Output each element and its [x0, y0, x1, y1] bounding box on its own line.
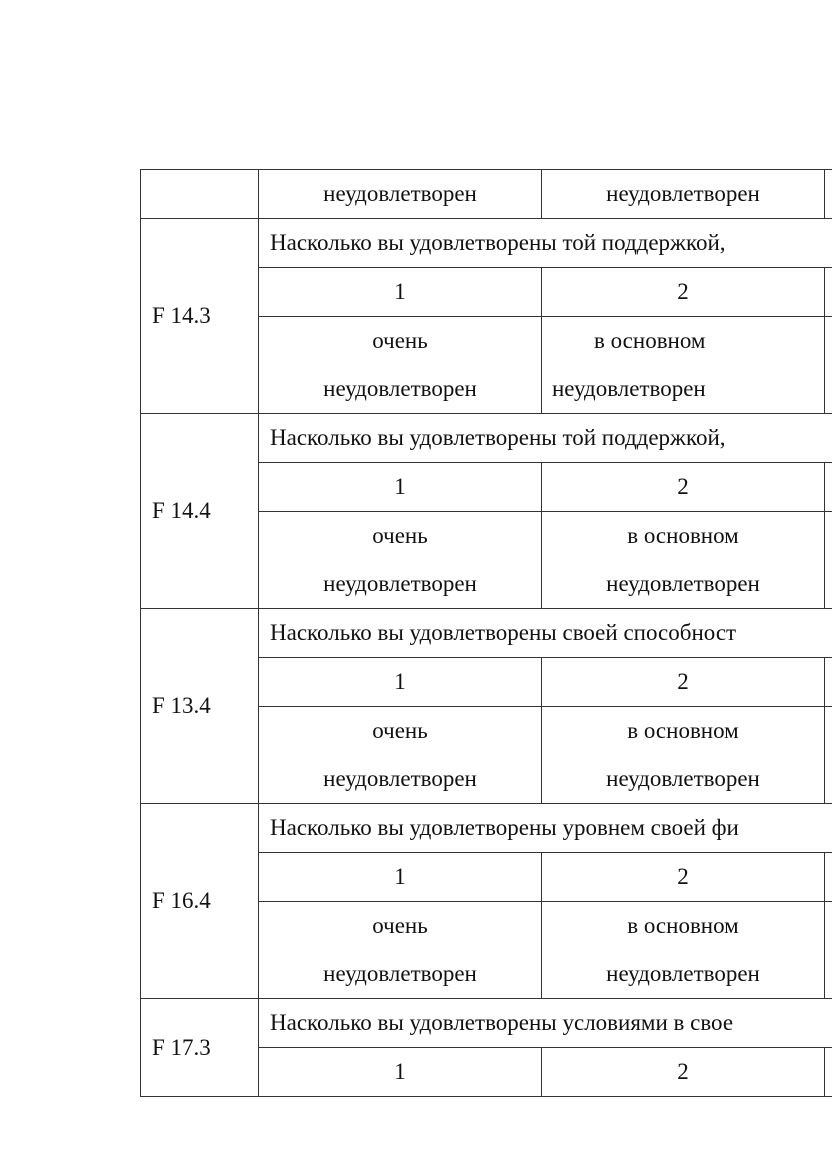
- code-cell-empty: [141, 170, 259, 219]
- table-row-top: [141, 170, 832, 219]
- question-text: Насколько вы удовлетворены той поддержкой,: [259, 414, 832, 463]
- scale-value: 2: [542, 463, 825, 512]
- answer-label-line: неудовлетворен: [552, 376, 706, 401]
- answer-label-cell: [542, 512, 825, 609]
- scale-value-clipped: [825, 268, 832, 317]
- scale-value: 2: [542, 658, 825, 707]
- scale-value: 1: [259, 658, 542, 707]
- answer-label-line: неудовлетворен: [606, 571, 760, 596]
- scale-value-clipped: [825, 1048, 832, 1097]
- answer-label-line: в основном: [594, 328, 706, 353]
- question-text: Насколько вы удовлетворены своей способност: [259, 609, 832, 658]
- answer-cell-clipped: [825, 170, 832, 219]
- scale-value: 1: [259, 463, 542, 512]
- answer-label-cell: неудовлетворен: [259, 170, 542, 219]
- answer-label-line: неудовлетворен: [606, 961, 760, 986]
- scale-value: 2: [542, 853, 825, 902]
- scale-value-clipped: [825, 853, 832, 902]
- answer-label-cell: [542, 902, 825, 999]
- question-text: Насколько вы удовлетворены той поддержкой,: [259, 219, 832, 268]
- answer-label-clipped: [825, 512, 832, 609]
- answer-label-clipped: [825, 317, 832, 414]
- answer-label-cell: [259, 317, 542, 414]
- answer-label-cell: неудовлетворен: [542, 170, 825, 219]
- answer-label-line: в основном: [627, 913, 739, 938]
- item-code: F 16.4: [141, 804, 259, 999]
- scale-value-clipped: [825, 463, 832, 512]
- answer-label-line: очень: [372, 328, 428, 353]
- table-row-question: [141, 219, 832, 268]
- answer-label-line: неудовлетворен: [606, 766, 760, 791]
- question-text: Насколько вы удовлетворены условиями в свое: [259, 999, 832, 1048]
- table-row-question: [141, 999, 832, 1048]
- answer-label-line: неудовлетворен: [323, 766, 477, 791]
- scale-value: 1: [259, 853, 542, 902]
- survey-table: [140, 169, 832, 1097]
- answer-label-line: очень: [372, 718, 428, 743]
- item-code: F 17.3: [141, 999, 259, 1097]
- table-row-question: [141, 804, 832, 853]
- answer-label-line: неудовлетворен: [323, 961, 477, 986]
- answer-label-line: неудовлетворен: [323, 376, 477, 401]
- answer-label-clipped: [825, 707, 832, 804]
- answer-label-line: очень: [372, 913, 428, 938]
- answer-label-cell: [259, 902, 542, 999]
- answer-label-cell: [259, 707, 542, 804]
- scale-value: 2: [542, 268, 825, 317]
- answer-label-cell: [542, 707, 825, 804]
- question-text: Насколько вы удовлетворены уровнем своей фи: [259, 804, 832, 853]
- answer-label-line: неудовлетворен: [323, 571, 477, 596]
- item-code: F 14.3: [141, 219, 259, 414]
- answer-label-line: очень: [372, 523, 428, 548]
- answer-label-line: в основном: [627, 718, 739, 743]
- answer-label-clipped: [825, 902, 832, 999]
- item-code: F 13.4: [141, 609, 259, 804]
- scale-value: 2: [542, 1048, 825, 1097]
- scale-value: 1: [259, 1048, 542, 1097]
- answer-label-cell: [542, 317, 825, 414]
- scale-value: 1: [259, 268, 542, 317]
- table-row-question: [141, 609, 832, 658]
- answer-label-cell: [259, 512, 542, 609]
- scale-value-clipped: [825, 658, 832, 707]
- item-code: F 14.4: [141, 414, 259, 609]
- table-row-question: [141, 414, 832, 463]
- answer-label-line: в основном: [627, 523, 739, 548]
